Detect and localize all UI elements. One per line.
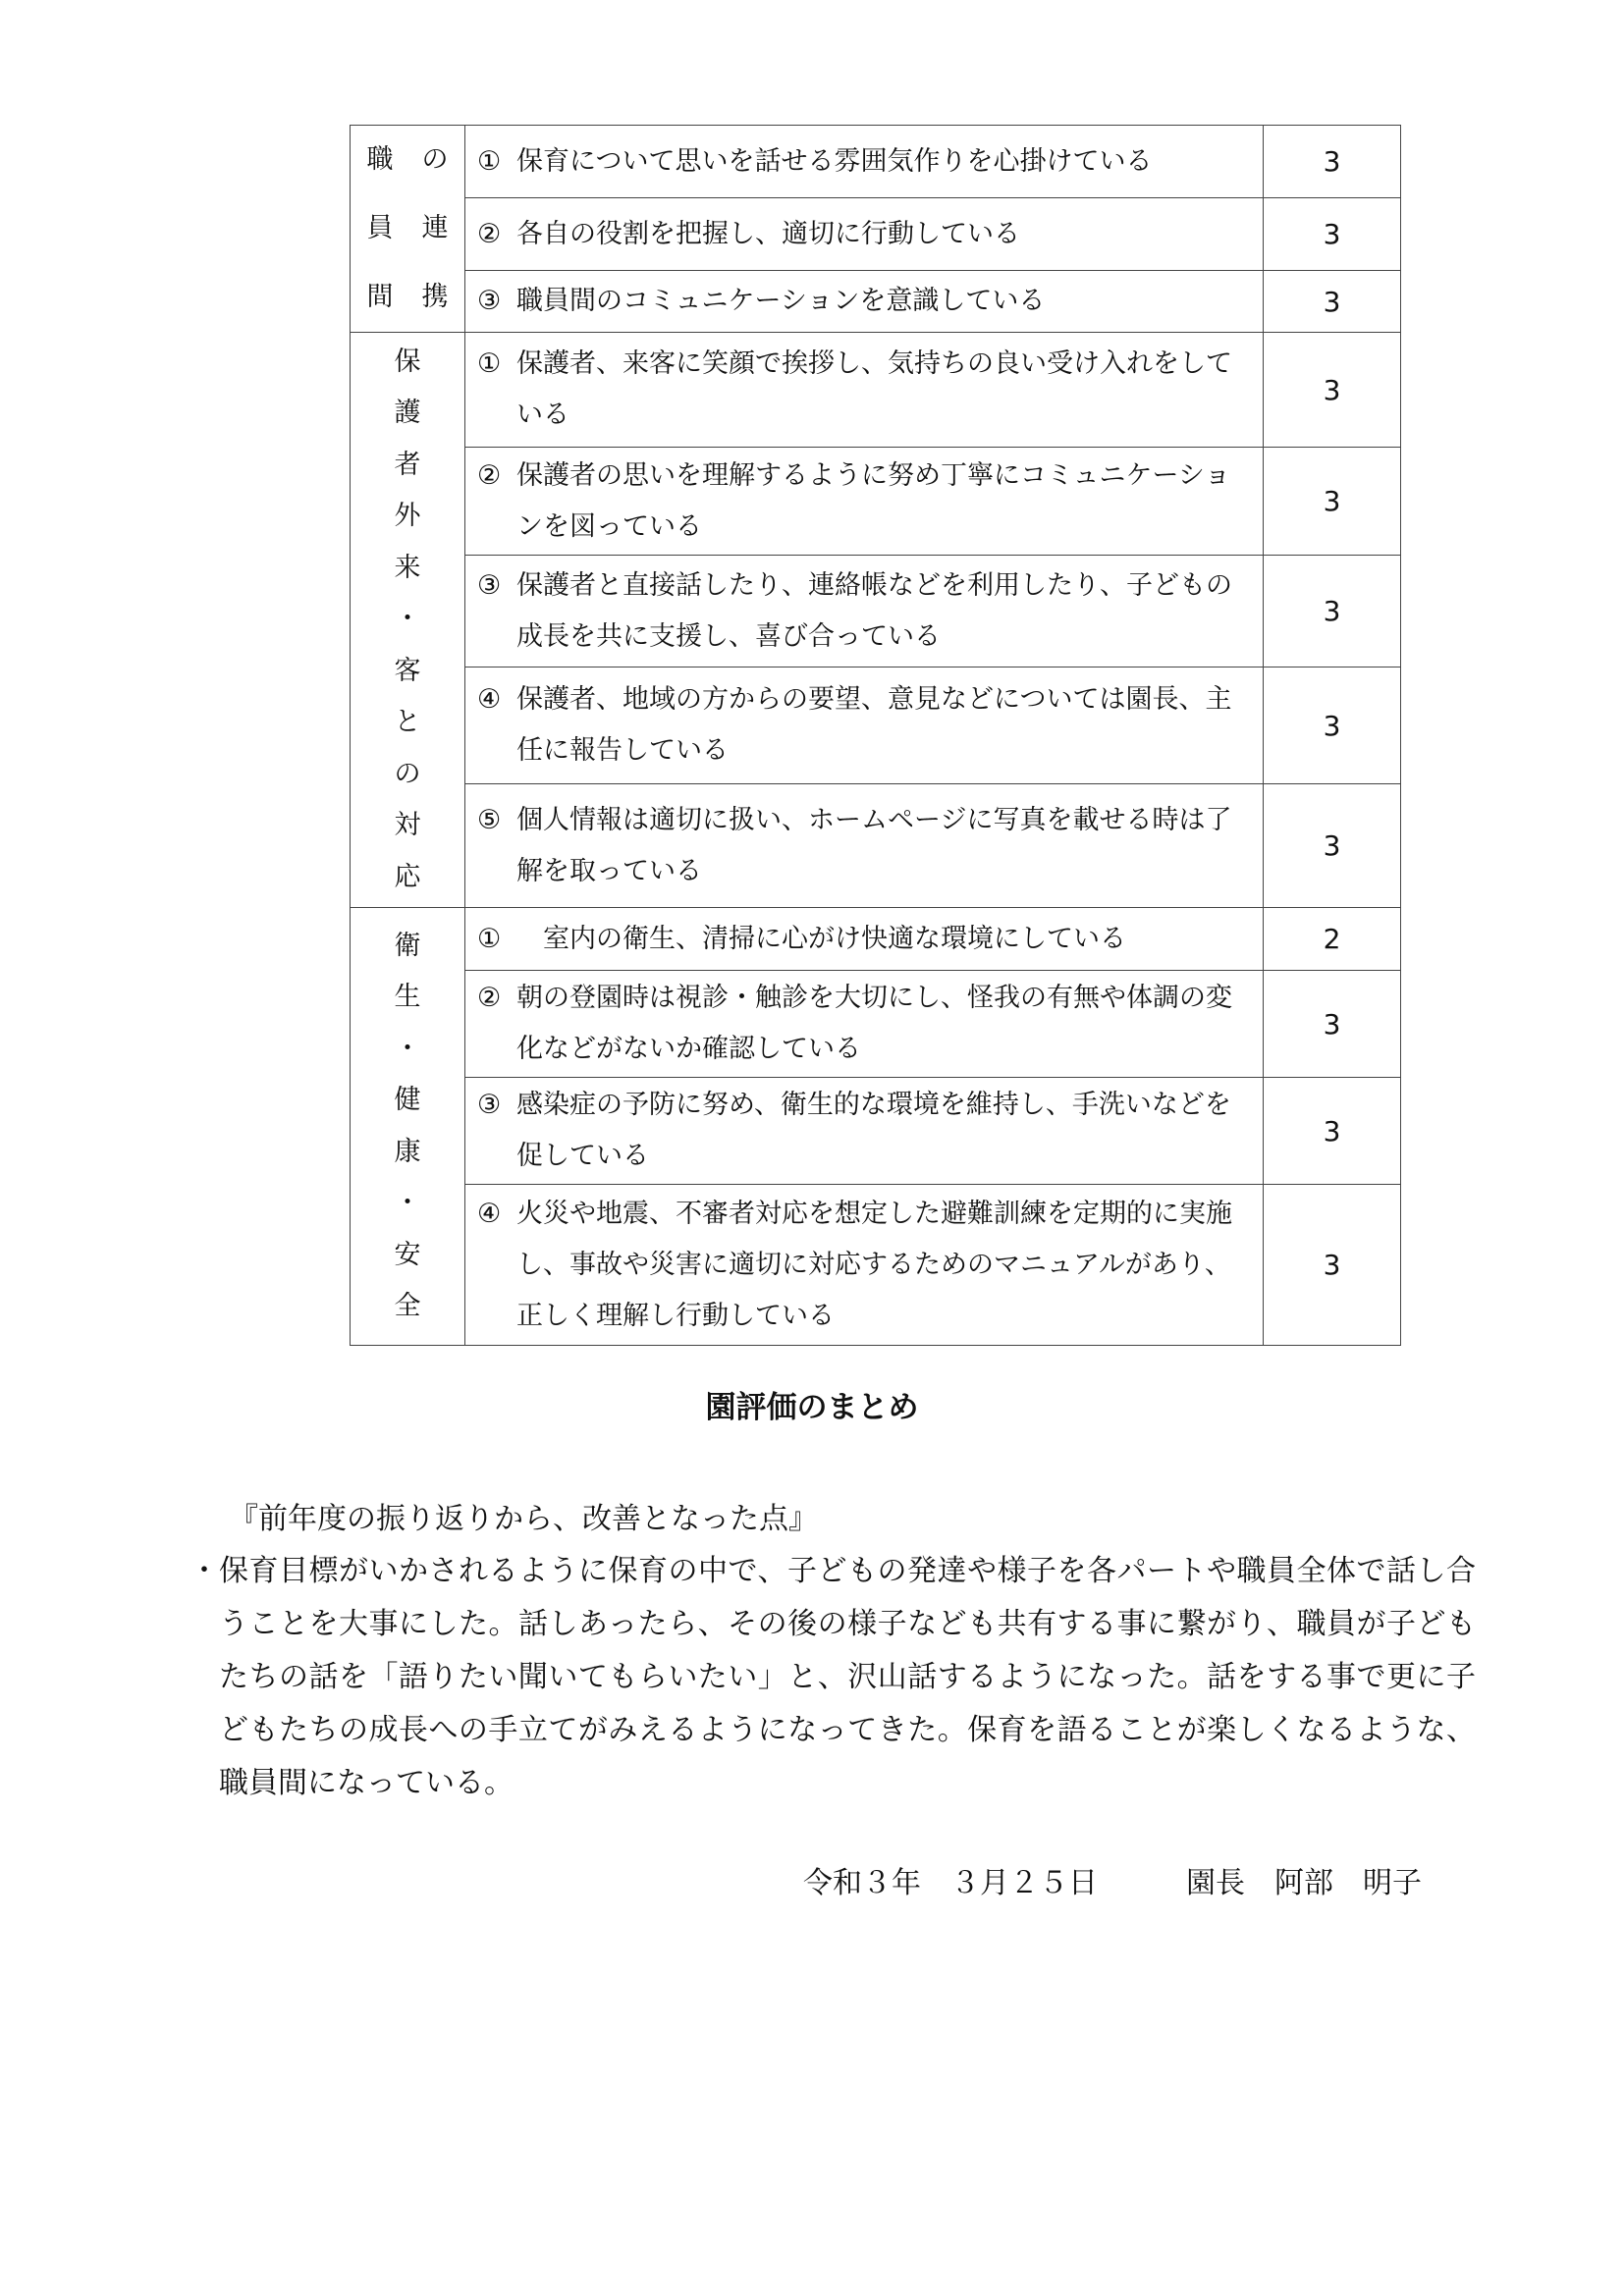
table-row <box>351 908 1401 971</box>
item-text: 各自の役割を把握し、適切に行動している <box>516 218 1020 249</box>
table-row <box>351 667 1401 784</box>
item-text: 室内の衛生、清掃に心がけ快適な環境にしている <box>516 923 1126 954</box>
summary-paragraph-text: 保育目標がいかされるように保育の中で、子どもの発達や様子を各パートや職員全体で話し合うことを大事にした。話しあったら、その後の様子なども共有する事に繋がり、職員が子どもたちの話を「語りたい聞いてもらいたい」と、沢山話するようになった。話をする事で更に子どもたちの成長への手立てがみえるようになってきた。保育を語ることが楽しくなるような、職員間になっている。 <box>219 1554 1476 1800</box>
item-text: 保護者、地域の方からの要望、意見などについては園長、主任に報告している <box>516 684 1232 766</box>
item-number: ② <box>477 459 502 491</box>
summary-subheading: 『前年度の振り返りから、改善となった点』 <box>229 1502 818 1536</box>
item-cell <box>465 908 1264 971</box>
score-cell: 3 <box>1264 971 1401 1078</box>
score-cell: 2 <box>1264 908 1401 971</box>
item-cell <box>465 784 1264 908</box>
table-row <box>351 1185 1401 1346</box>
bullet-mark: ・ <box>189 1554 219 1588</box>
category-cell <box>351 908 465 1346</box>
score-cell: 3 <box>1264 784 1401 908</box>
score-cell: 3 <box>1264 448 1401 556</box>
score-cell: 3 <box>1264 126 1401 198</box>
score-cell: 3 <box>1264 1185 1401 1346</box>
score-cell: 3 <box>1264 556 1401 667</box>
item-number: ⑤ <box>477 804 502 835</box>
table-row <box>351 556 1401 667</box>
item-cell <box>465 271 1264 333</box>
item-number: ④ <box>477 684 502 715</box>
table-row <box>351 1078 1401 1185</box>
item-number: ③ <box>477 1090 502 1120</box>
category-cell <box>351 333 465 908</box>
signature-date: 令和３年 ３月２５日 <box>803 1866 1098 1900</box>
category-label-staff: 職 の 員 連 間 携 <box>366 144 449 312</box>
signature-line <box>803 1858 1422 1901</box>
signature-signer: 園長 阿部 明子 <box>1186 1866 1422 1900</box>
summary-paragraph <box>189 1545 1476 1810</box>
item-cell <box>465 448 1264 556</box>
item-cell <box>465 1185 1264 1346</box>
item-number: ③ <box>477 569 502 601</box>
item-text: 火災や地震、不審者対応を想定した避難訓練を定期的に実施し、事故や災害に適切に対応するためのマニュアルがあり、正しく理解し行動している <box>516 1198 1232 1331</box>
score-cell: 3 <box>1264 198 1401 271</box>
item-number: ① <box>477 923 502 954</box>
item-text: 保護者と直接話したり、連絡帳などを利用したり、子どもの成長を共に支援し、喜び合っている <box>516 569 1232 652</box>
item-text: 個人情報は適切に扱い、ホームページに写真を載せる時は了解を取っている <box>516 804 1232 886</box>
item-text: 保護者の思いを理解するように努め丁寧にコミュニケーションを図っている <box>516 459 1231 542</box>
score-cell: 3 <box>1264 1078 1401 1185</box>
table-row <box>351 333 1401 448</box>
item-number: ④ <box>477 1198 502 1229</box>
table-row <box>351 448 1401 556</box>
item-cell <box>465 971 1264 1078</box>
item-cell <box>465 198 1264 271</box>
item-text: 保育について思いを話せる雰囲気作りを心掛けている <box>516 145 1153 177</box>
item-number: ③ <box>477 286 502 317</box>
item-cell <box>465 333 1264 448</box>
item-text: 保護者、来客に笑顔で挨拶し、気持ちの良い受け入れをしている <box>516 348 1232 430</box>
item-number: ② <box>477 983 502 1013</box>
table-row <box>351 126 1401 198</box>
item-cell <box>465 1078 1264 1185</box>
category-label-parents: 保 護 者 外 来 ・ 客 と の 対 応 <box>394 346 421 892</box>
summary-title: 園評価のまとめ <box>705 1390 919 1425</box>
score-cell: 3 <box>1264 333 1401 448</box>
table-row <box>351 784 1401 908</box>
item-text: 朝の登園時は視診・触診を大切にし、怪我の有無や体調の変化などがないか確認している <box>516 983 1232 1064</box>
category-label-hygiene: 衛 生 ・ 健 康 ・ 安 全 <box>394 930 421 1321</box>
item-number: ② <box>477 218 502 249</box>
table-row <box>351 971 1401 1078</box>
table-row <box>351 271 1401 333</box>
item-cell <box>465 556 1264 667</box>
score-cell: 3 <box>1264 667 1401 784</box>
item-text: 感染症の予防に努め、衛生的な環境を維持し、手洗いなどを促している <box>516 1090 1231 1171</box>
item-number: ① <box>477 348 502 379</box>
score-cell: 3 <box>1264 271 1401 333</box>
table-row <box>351 198 1401 271</box>
item-text: 職員間のコミュニケーションを意識している <box>516 286 1046 317</box>
item-cell <box>465 126 1264 198</box>
category-cell <box>351 126 465 333</box>
item-cell <box>465 667 1264 784</box>
item-number: ① <box>477 145 502 177</box>
evaluation-table <box>350 125 1401 1346</box>
